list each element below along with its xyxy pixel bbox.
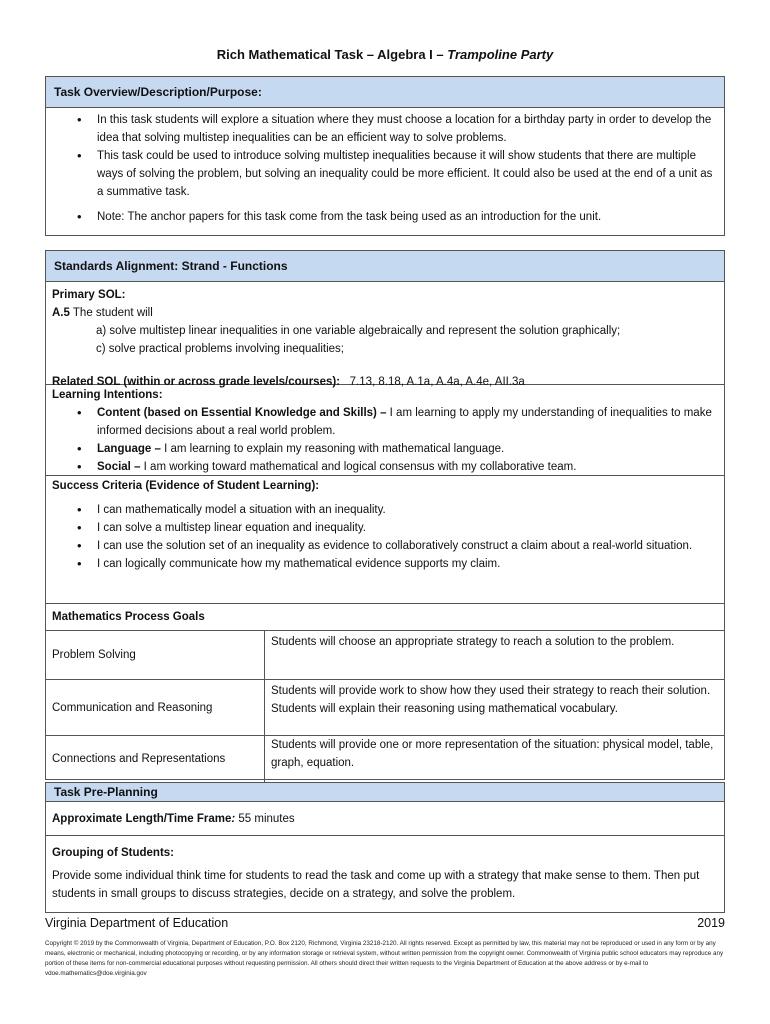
list-item [46, 404, 718, 440]
sol-code: A.5 [52, 307, 70, 319]
success-criteria-cell [46, 476, 724, 604]
overview-section [45, 76, 725, 236]
list-item [46, 440, 718, 458]
list-item [46, 458, 718, 476]
list-item: • I can mathematically model a situation with an inequality. [46, 501, 718, 519]
standards-header: Standards Alignment: Strand - Functions [46, 251, 724, 282]
copyright-notice: Copyright © 2019 by the Commonwealth of Virginia, Department of Education, P.O. Box 2120, Richmond, Virginia 23218-2120. All rights reserved. Except as permitted by law, this material may not be reproduced or used in any form or by any means, electronic or mechanical, including photocopying or recording, or by any information storage or retrieval system, without written permission from the copyright owner. Commonwealth of Virginia public school educators may reproduce any portion of these items for non-commercial educational purposes without requesting permission. All others should direct their written requests to the Virginia Department of Education at the above address or by e-mail to vdoe.mathematics@doe.virginia.gov [45, 940, 724, 977]
intention-text: I am learning to apply my understanding of inequalities to make informed decisions about a real world problem. [97, 407, 712, 437]
grouping-text: Provide some individual think time for students to read the task and come up with a strategy that make sense to them. Then put students in small groups to discuss strategies, decide on a strategy, and solve the problem. [52, 870, 700, 900]
intention-heading: Language – [97, 443, 161, 455]
length-colon: : [231, 813, 236, 825]
related-sol-value: 7.13, 8.18, A.1a, A.4a, A.4e, AII.3a [349, 376, 525, 388]
goal-description-line: Students will provide work to show how they used their strategy to reach their solution. [271, 685, 711, 697]
table-row [46, 631, 724, 680]
list-item: • I can solve a multistep linear equation and inequality. [46, 519, 718, 537]
intentions-list [46, 404, 718, 476]
goal-name: Communication and Reasoning [46, 680, 265, 735]
footer-year: 2019 [697, 916, 725, 930]
learning-intentions-label: Learning Intentions: [52, 389, 163, 401]
sol-statement [52, 304, 718, 322]
list-item: • I can use the solution set of an inequality as evidence to collaboratively construct a claim about a real-world situation. [46, 537, 718, 555]
intention-heading: Social – [97, 461, 141, 473]
standards-section [45, 250, 725, 780]
process-goals-table [46, 631, 724, 782]
length-cell [46, 802, 724, 836]
goal-description: Students will provide one or more representation of the situation: physical model, table, graph, equation. [271, 739, 714, 769]
list-item: • Note: The anchor papers for this task come from the task being used as an introduction for the unit. [46, 208, 718, 226]
grouping-cell [46, 836, 724, 903]
grouping-label: Grouping of Students: [52, 847, 175, 859]
length-label: Approximate Length/Time Frame [52, 813, 232, 825]
related-sol-label: Related SOL (within or across grade levels/courses): [52, 376, 341, 388]
primary-sol-label: Primary SOL: [52, 289, 126, 301]
success-criteria-label: Success Criteria (Evidence of Student Learning): [52, 480, 320, 492]
sol-item: a) solve multistep linear inequalities in one variable algebraically and represent the solution graphically; [96, 325, 621, 337]
list-item: • In this task students will explore a situation where they must choose a location for a birthday party in order to develop the idea that solving multistep inequalities can be an efficient way to solve problems. [46, 111, 718, 147]
document-title [0, 47, 770, 62]
title-main: Rich Mathematical Task – Algebra I – [216, 47, 448, 62]
list-item: • This task could be used to introduce solving multistep inequalities because it will show students that there are multiple ways of solving the problem, but solving an inequality could be more efficient. It could also be used at the end of a unit as a summative task. [46, 147, 718, 201]
list-item: • I can logically communicate how my mathematical evidence supports my claim. [46, 555, 718, 573]
goal-name: Problem Solving [46, 631, 265, 679]
intention-text: I am working toward mathematical and logical consensus with my collaborative team. [140, 461, 577, 473]
goal-name: Connections and Representations [46, 736, 265, 782]
table-row [46, 680, 724, 736]
goal-description [265, 680, 724, 735]
title-italic: Trampoline Party [447, 47, 554, 62]
preplanning-header: Task Pre-Planning [46, 783, 724, 802]
process-goals-label: Mathematics Process Goals [46, 604, 724, 631]
intention-text: I am learning to explain my reasoning with mathematical language. [160, 443, 505, 455]
goal-description: Students will choose an appropriate strategy to reach a solution to the problem. [271, 636, 675, 648]
sol-item: c) solve practical problems involving inequalities; [96, 343, 345, 355]
length-value: 55 minutes [235, 813, 295, 825]
sol-text: The student will [69, 307, 153, 319]
preplanning-section [45, 782, 725, 913]
learning-intentions-cell [46, 385, 724, 476]
overview-list [46, 108, 724, 226]
footer-organization: Virginia Department of Education [45, 916, 229, 930]
goal-description-line: Students will explain their reasoning using mathematical vocabulary. [271, 703, 618, 715]
intention-heading: Content (based on Essential Knowledge and Skills) – [97, 407, 387, 419]
success-list [46, 501, 718, 573]
table-row [46, 736, 724, 782]
overview-header: Task Overview/Description/Purpose: [46, 77, 724, 108]
primary-sol-cell [46, 282, 724, 388]
